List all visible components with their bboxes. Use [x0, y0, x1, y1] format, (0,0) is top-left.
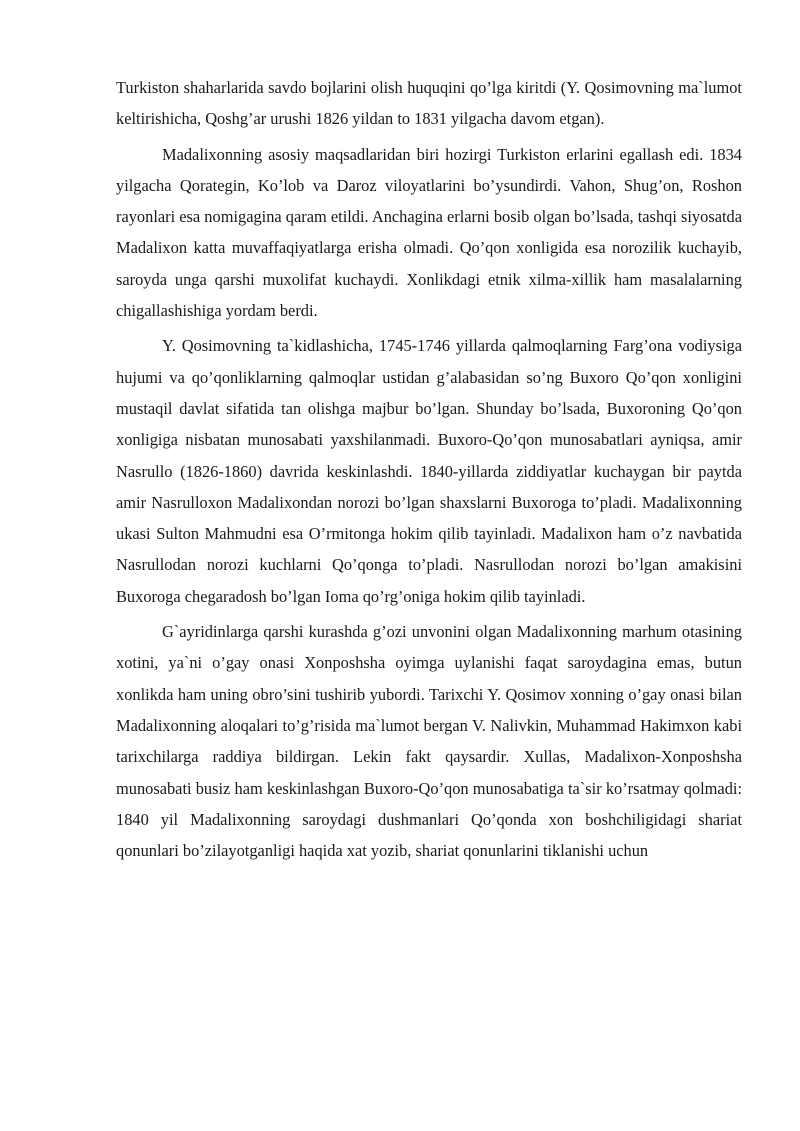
- paragraph-3: Y. Qosimovning ta`kidlashicha, 1745-1746 yillarda qalmoqlarning Farg’ona vodiysiga hujumi va qo’qonliklarning qalmoqlar ustidan g’alabasidan so’ng Buxoro Qo’qon xonligini mustaqil davlat sifatida tan olishga majbur bo’lgan. Shunday bo’lsada, Buxoroning Qo’qon xonligiga nisbatan munosabati yaxshilanmadi. Buxoro-Qo’qon munosabatlari ayniqsa, amir Nasrullo (1826-1860) davrida keskinlashdi. 1840-yillarda ziddiyatlar kuchaygan bir paytda amir Nasrulloxon Madalixondan norozi bo’lgan shaxslarni Buxoroga to’pladi. Madalixonning ukasi Sulton Mahmudni esa O’rmitonga hokim qilib tayinladi. Madalixon ham o’z navbatida Nasrullodan norozi kuchlarni Qo’qonga to’pladi. Nasrullodan norozi bo’lgan amakisini Buxoroga chegaradosh bo’lgan Ioma qo’rg’oniga hokim qilib tayinladi.: [116, 336, 742, 606]
- paragraph-4: G`ayridinlarga qarshi kurashda g’ozi unvonini olgan Madalixonning marhum otasining xotini, ya`ni o’gay onasi Xonposhsha oyimga uylanishi faqat saroydagina emas, butun xonlikda ham uning obro’sini tushirib yubordi. Tarixchi Y. Qosimov xonning o’gay onasi bilan Madalixonning aloqalari to’g’risida ma`lumot bergan V. Nalivkin, Muhammad Hakimxon kabi tarixchilarga raddiya bildirgan. Lekin fakt qaysardir. Xullas, Madalixon-Xonposhsha munosabati busiz ham keskinlashgan Buxoro-Qo’qon munosabatiga ta`sir ko’rsatmay qolmadi: 1840 yil Madalixonning saroydagi dushmanlari Qo’qonda xon boshchiligidagi shariat qonunlari bo’zilayotganligi haqida xat yozib, shariat qonunlarini tiklanishi uchun: [116, 622, 742, 861]
- paragraph-2: Madalixonning asosiy maqsadlaridan biri hozirgi Turkiston erlarini egallash edi. 1834 yilgacha Qorategin, Ko’lob va Daroz viloyatlarini bo’ysundirdi. Vahon, Shug’on, Roshon rayonlari esa nomigagina qaram etildi. Anchagina erlarni bosib olgan bo’lsada, tashqi siyosatda Madalixon katta muvaffaqiyatlarga erisha olmadi. Qo’qon xonligida esa norozilik kuchayib, saroyda unga qarshi muxolifat kuchaydi. Xonlikdagi etnik xilma-xillik ham masalalarning chigallashishiga yordam berdi.: [116, 144, 742, 321]
- paragraph-1: Turkiston shaharlarida savdo bojlarini olish huquqini qo’lga kiritdi (Y. Qosimovning ma`lumot keltirishicha, Qoshg’ar urushi 1826 yildan to 1831 yilgacha davom etgan).: [116, 78, 742, 129]
- document-page: [116, 72, 742, 870]
